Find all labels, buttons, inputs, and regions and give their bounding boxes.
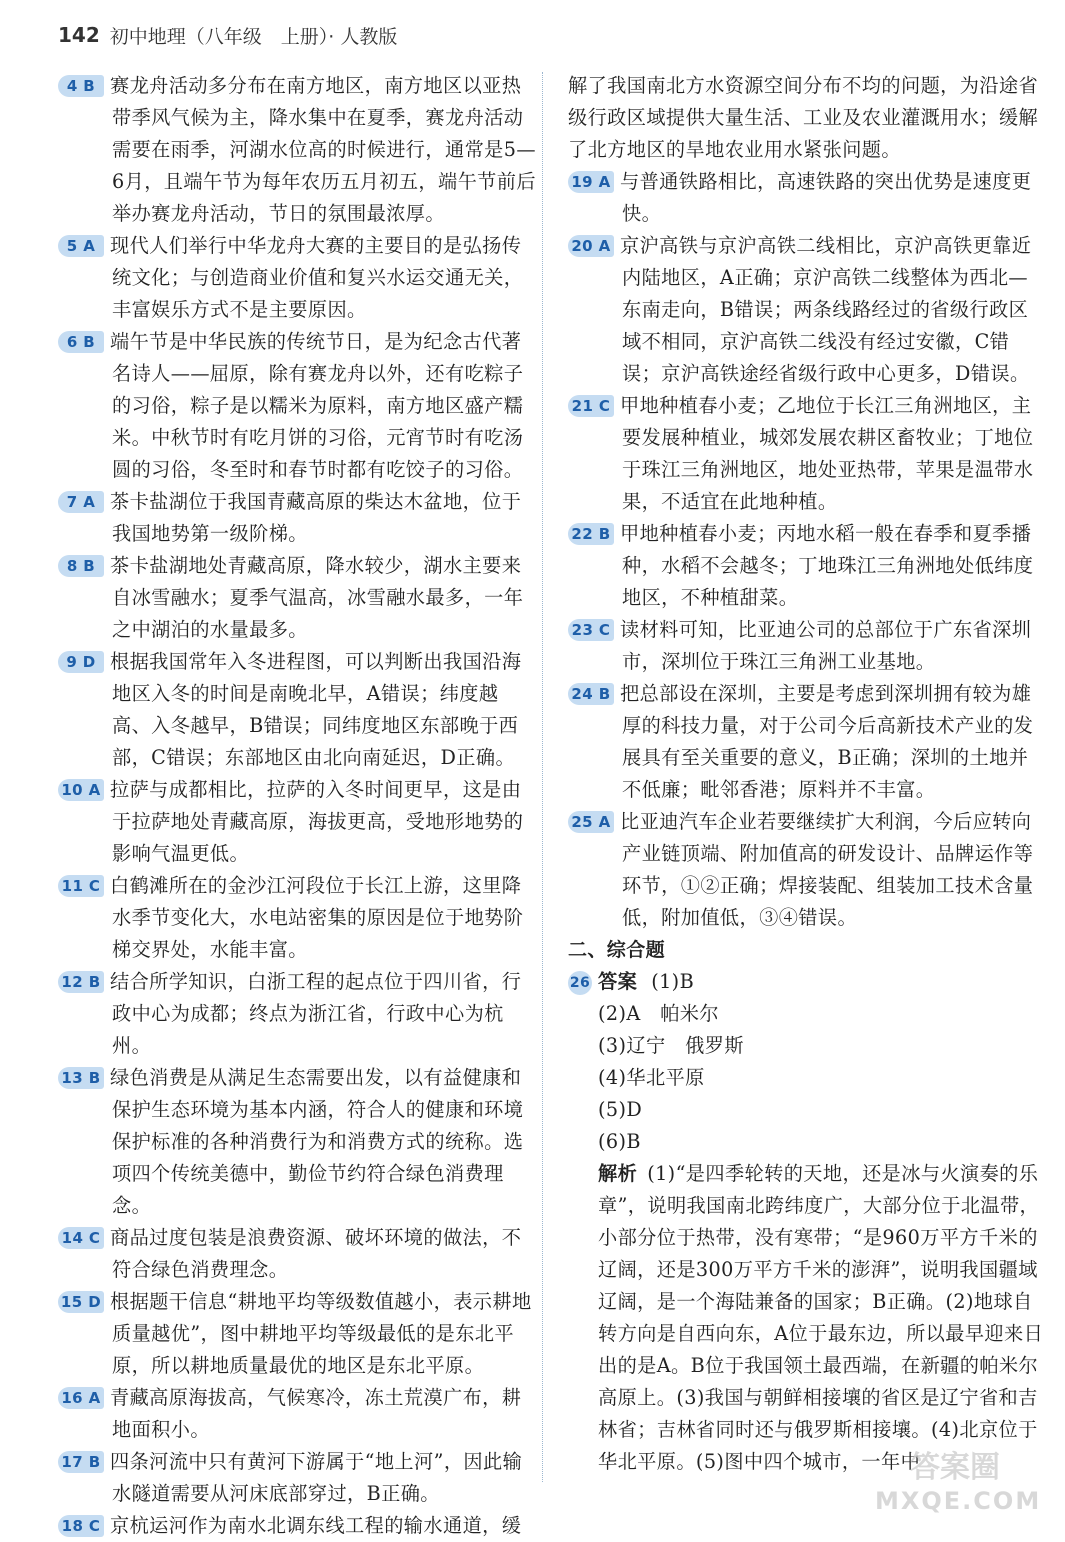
answer-badge: 17 B bbox=[58, 1451, 104, 1473]
answer-keyword: 答案 bbox=[598, 970, 638, 993]
page-number: 142 bbox=[58, 23, 100, 47]
explanation-text: 根据题干信息“耕地平均等级数值越小，表示耕地质量越优”，图中耕地平均等级最低的是东北平原，所以耕地质量最优的地区是东北平原。 bbox=[110, 1290, 532, 1377]
answer-badge: 7 A bbox=[58, 491, 104, 513]
q26-answer-head bbox=[568, 966, 1046, 998]
right-column bbox=[568, 70, 1046, 1478]
answer-item bbox=[58, 230, 536, 326]
answer-line: (3)辽宁 俄罗斯 bbox=[598, 1034, 744, 1057]
answer-item bbox=[58, 1446, 536, 1510]
answer-item bbox=[568, 518, 1046, 614]
book-title: 初中地理（八年级 上册）· 人教版 bbox=[109, 25, 398, 48]
answer-badge: 8 B bbox=[58, 555, 104, 577]
continued-text: 解了我国南北方水资源空间分布不均的问题，为沿途省级行政区域提供大量生活、工业及农业灌溉用水；缓解了北方地区的旱地农业用水紧张问题。 bbox=[568, 74, 1039, 161]
explanation-text: 把总部设在深圳，主要是考虑到深圳拥有较为雄厚的科技力量，对于公司今后高新技术产业的发展具有至关重要的意义，B正确；深圳的土地并不低廉；毗邻香港；原料并不丰富。 bbox=[620, 682, 1034, 801]
answer-line: (1)B bbox=[651, 970, 695, 993]
explanation-text: 甲地种植春小麦；丙地水稻一般在春季和夏季播种，水稻不会越冬；丁地珠江三角洲地处低纬度地区，不种植甜菜。 bbox=[620, 522, 1034, 609]
explanation-text: 根据我国常年入冬进程图，可以判断出我国沿海地区入冬的时间是南晚北早，A错误；纬度越高、入冬越早，B错误；同纬度地区东部晚于西部，C错误；东部地区由北向南延迟，D正确。 bbox=[110, 650, 522, 769]
explanation-text: 白鹤滩所在的金沙江河段位于长江上游，这里降水季节变化大，水电站密集的原因是位于地势阶梯交界处，水能丰富。 bbox=[110, 874, 524, 961]
analysis-keyword: 解析 bbox=[598, 1162, 638, 1185]
explanation-text: 京杭运河作为南水北调东线工程的输水通道，缓 bbox=[110, 1514, 522, 1537]
answer-badge: 13 B bbox=[58, 1067, 104, 1089]
answer-badge: 22 B bbox=[568, 523, 614, 545]
explanation-text: 比亚迪汽车企业若要继续扩大利润，今后应转向产业链顶端、附加值高的研发设计、品牌运作等环节，①②正确；焊接装配、组装加工技术含量低，附加值低，③④错误。 bbox=[620, 810, 1034, 929]
answer-badge: 15 D bbox=[58, 1291, 104, 1313]
answer-badge: 11 C bbox=[58, 875, 104, 897]
explanation-text: 与普通铁路相比，高速铁路的突出优势是速度更快。 bbox=[620, 170, 1032, 225]
answer-badge: 10 A bbox=[58, 779, 104, 801]
answer-item bbox=[58, 70, 536, 230]
answer-item bbox=[58, 1286, 536, 1382]
answer-badge: 21 C bbox=[568, 395, 614, 417]
answer-badge: 4 B bbox=[58, 75, 104, 97]
answer-badge: 18 C bbox=[58, 1515, 104, 1537]
explanation-text: 青藏高原海拔高，气候寒冷，冻土荒漠广布，耕地面积小。 bbox=[110, 1386, 522, 1441]
answer-badge: 23 C bbox=[568, 619, 614, 641]
answer-item bbox=[568, 166, 1046, 230]
answer-item bbox=[58, 870, 536, 966]
answer-item bbox=[58, 1062, 536, 1222]
analysis-paragraph bbox=[568, 1158, 1046, 1478]
explanation-text: 四条河流中只有黄河下游属于“地上河”，因此输水隧道需要从河床底部穿过，B正确。 bbox=[110, 1450, 523, 1505]
answer-item bbox=[58, 550, 536, 646]
explanation-text: 甲地种植春小麦；乙地位于长江三角洲地区，主要发展种植业，城郊发展农耕区畜牧业；丁地位于珠江三角洲地区，地处亚热带，苹果是温带水果，不适宜在此地种植。 bbox=[620, 394, 1034, 513]
answer-badge: 25 A bbox=[568, 811, 614, 833]
watermark-text: 答案圈 bbox=[910, 1450, 1000, 1485]
explanation-text: 茶卡盐湖地处青藏高原，降水较少，湖水主要来自冰雪融水；夏季气温高，冰雪融水最多，一年之中湖泊的水量最多。 bbox=[110, 554, 524, 641]
answer-item bbox=[568, 230, 1046, 390]
answer-item bbox=[58, 486, 536, 550]
answer-item bbox=[58, 1222, 536, 1286]
answer-item bbox=[58, 1510, 536, 1542]
answer-badge: 24 B bbox=[568, 683, 614, 705]
answer-line: (2)A 帕米尔 bbox=[598, 1002, 719, 1025]
left-column bbox=[58, 70, 536, 1542]
answer-item bbox=[58, 326, 536, 486]
watermark-logo bbox=[875, 1450, 1042, 1524]
question-number: 26 bbox=[568, 971, 592, 995]
explanation-text: 京沪高铁与京沪高铁二线相比，京沪高铁更靠近内陆地区，A正确；京沪高铁二线整体为西北—东南走向，B错误；两条线路经过的省级行政区域不相同，京沪高铁二线没有经过安徽，C错误；京沪高铁途经省级行政中心更多，D错误。 bbox=[620, 234, 1032, 385]
answer-badge: 5 A bbox=[58, 235, 104, 257]
explanation-text: 读材料可知，比亚迪公司的总部位于广东省深圳市，深圳位于珠江三角洲工业基地。 bbox=[620, 618, 1032, 673]
explanation-text: 茶卡盐湖位于我国青藏高原的柴达木盆地，位于我国地势第一级阶梯。 bbox=[110, 490, 522, 545]
answer-item bbox=[568, 614, 1046, 678]
explanation-text: 结合所学知识，白浙工程的起点位于四川省，行政中心为成都；终点为浙江省，行政中心为杭州。 bbox=[110, 970, 522, 1057]
answer-badge: 16 A bbox=[58, 1387, 104, 1409]
explanation-text: 现代人们举行中华龙舟大赛的主要目的是弘扬传统文化；与创造商业价值和复兴水运交通无关，丰富娱乐方式不是主要原因。 bbox=[110, 234, 524, 321]
analysis-text: (1)“是四季轮转的天地，还是冰与火演奏的乐章”，说明我国南北跨纬度广，大部分位于北温带，小部分位于热带，没有寒带；“是960万平方千米的辽阔，还是300万平方千米的澎湃”，说明我国疆域辽阔，是一个海陆兼备的国家；B正确。(2)地球自转方向是自西向东，A位于最东边，所以最早迎来日出的是A。B位于我国领土最西端，在新疆的帕米尔高原上。(3)我国与朝鲜相接壤的省区是辽宁省和吉林省；吉林省同时还与俄罗斯相接壤。(4)北京位于华北平原。(5)图中四个城市，一年中 bbox=[598, 1162, 1044, 1473]
answer-item bbox=[58, 966, 536, 1062]
answer-item bbox=[58, 1382, 536, 1446]
answer-item bbox=[568, 390, 1046, 518]
answer-badge: 14 C bbox=[58, 1227, 104, 1249]
answer-badge: 19 A bbox=[568, 171, 614, 193]
column-divider bbox=[542, 72, 543, 1482]
explanation-text: 赛龙舟活动多分布在南方地区，南方地区以亚热带季风气候为主，降水集中在夏季，赛龙舟活动需要在雨季，河湖水位高的时候进行，通常是5—6月，且端午节为每年农历五月初五，端午节前后举办赛龙舟活动，节日的氛围最浓厚。 bbox=[110, 74, 536, 225]
watermark-url: MXQE.COM bbox=[875, 1487, 1042, 1515]
explanation-text: 拉萨与成都相比，拉萨的入冬时间更早，这是由于拉萨地处青藏高原，海拔更高，受地形地势的影响气温更低。 bbox=[110, 778, 524, 865]
page-header bbox=[58, 20, 397, 50]
answer-item bbox=[58, 774, 536, 870]
explanation-text: 端午节是中华民族的传统节日，是为纪念古代著名诗人——屈原，除有赛龙舟以外，还有吃粽子的习俗，粽子是以糯米为原料，南方地区盛产糯米。中秋节时有吃月饼的习俗，元宵节时有吃汤圆的习俗，冬至时和春节时都有吃饺子的习俗。 bbox=[110, 330, 524, 481]
answer-item bbox=[568, 806, 1046, 934]
explanation-text: 绿色消费是从满足生态需要出发，以有益健康和保护生态环境为基本内涵，符合人的健康和环境保护标准的各种消费行为和消费方式的统称。选项四个传统美德中，勤俭节约符合绿色消费理念。 bbox=[110, 1066, 524, 1217]
answer-badge: 12 B bbox=[58, 971, 104, 993]
answer-line: (4)华北平原 bbox=[598, 1066, 705, 1089]
answer-badge: 6 B bbox=[58, 331, 104, 353]
answer-badge: 9 D bbox=[58, 651, 104, 673]
answer-line: (5)D bbox=[598, 1098, 643, 1121]
explanation-text: 商品过度包装是浪费资源、破坏环境的做法，不符合绿色消费理念。 bbox=[110, 1226, 522, 1281]
answer-item bbox=[58, 646, 536, 774]
section-heading: 二、综合题 bbox=[568, 939, 666, 961]
answer-badge: 20 A bbox=[568, 235, 614, 257]
answer-item bbox=[568, 678, 1046, 806]
answer-line: (6)B bbox=[598, 1130, 641, 1153]
